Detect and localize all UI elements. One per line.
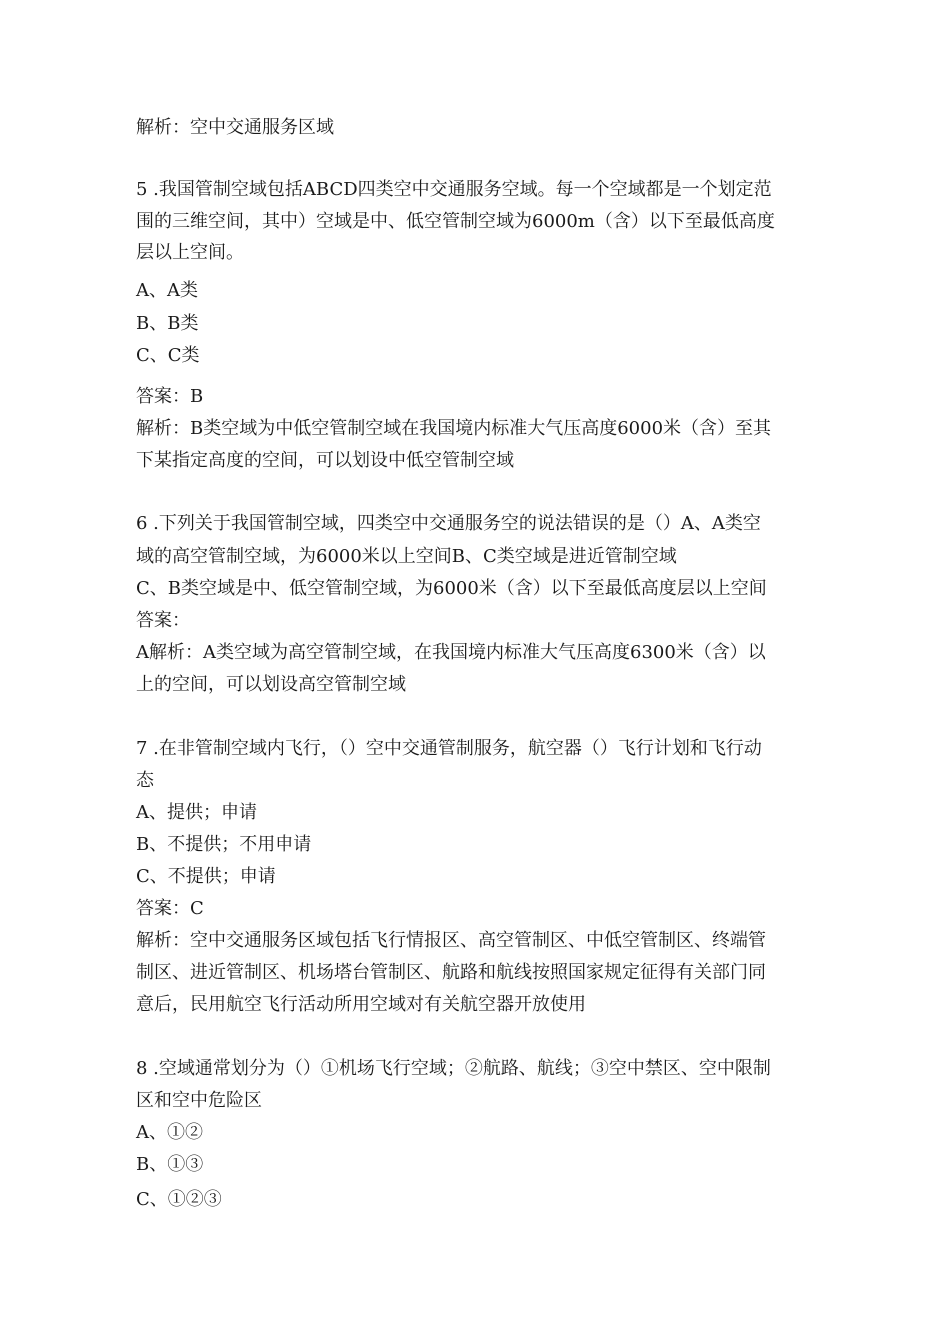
q5-option-b: B、B类	[136, 313, 199, 334]
q5-stem-line-3: 层以上空间。	[136, 242, 244, 263]
q8-option-c: C、①②③	[136, 1189, 222, 1210]
q8-option-b: B、①③	[136, 1154, 204, 1175]
q5-answer: 答案：B	[136, 386, 204, 407]
intro-analysis: 解析：空中交通服务区域	[136, 117, 334, 138]
q7-answer: 答案：C	[136, 898, 204, 919]
q6-line-6: 上的空间，可以划设高空管制空域	[136, 674, 406, 695]
q6-answer: 答案：	[136, 610, 190, 631]
q6-line-2: 域的高空管制空域，为6000米以上空间B、C类空域是进近管制空域	[136, 546, 677, 567]
q5-analysis-line-2: 下某指定高度的空间，可以划设中低空管制空域	[136, 450, 514, 471]
q8-stem-line-2: 区和空中危险区	[136, 1090, 262, 1111]
q7-analysis-line-1: 解析：空中交通服务区域包括飞行情报区、高空管制区、中低空管制区、终端管	[136, 930, 766, 951]
q7-option-a: A、提供；申请	[136, 802, 257, 823]
q8-stem-line-1: 8 .空域通常划分为（）①机场飞行空域；②航路、航线；③空中禁区、空中限制	[136, 1058, 771, 1079]
q5-analysis-line-1: 解析：B类空域为中低空管制空域在我国境内标准大气压高度6000米（含）至其	[136, 418, 772, 439]
q5-option-c: C、C类	[136, 345, 200, 366]
q7-stem-line-2: 态	[136, 770, 154, 791]
q7-option-c: C、不提供；申请	[136, 866, 276, 887]
q6-line-1: 6 .下列关于我国管制空域，四类空中交通服务空的说法错误的是（）A、A类空	[136, 513, 761, 534]
q8-option-a: A、①②	[136, 1122, 203, 1143]
q5-stem-line-1: 5 .我国管制空域包括ABCD四类空中交通服务空域。每一个空域都是一个划定范	[136, 179, 772, 200]
q7-option-b: B、不提供；不用申请	[136, 834, 312, 855]
q6-line-3: C、B类空域是中、低空管制空域，为6000米（含）以下至最低高度层以上空间	[136, 578, 767, 599]
q7-analysis-line-3: 意后，民用航空飞行活动所用空域对有关航空器开放使用	[136, 994, 586, 1015]
q6-line-5: A解析：A类空域为高空管制空域，在我国境内标准大气压高度6300米（含）以	[136, 642, 766, 663]
q5-stem-line-2: 围的三维空间，其中）空域是中、低空管制空域为6000m（含）以下至最低高度	[136, 211, 775, 232]
q7-stem-line-1: 7 .在非管制空域内飞行，（）空中交通管制服务，航空器（）飞行计划和飞行动	[136, 738, 762, 759]
q5-option-a: A、A类	[136, 280, 198, 301]
q7-analysis-line-2: 制区、进近管制区、机场塔台管制区、航路和航线按照国家规定征得有关部门同	[136, 962, 766, 983]
